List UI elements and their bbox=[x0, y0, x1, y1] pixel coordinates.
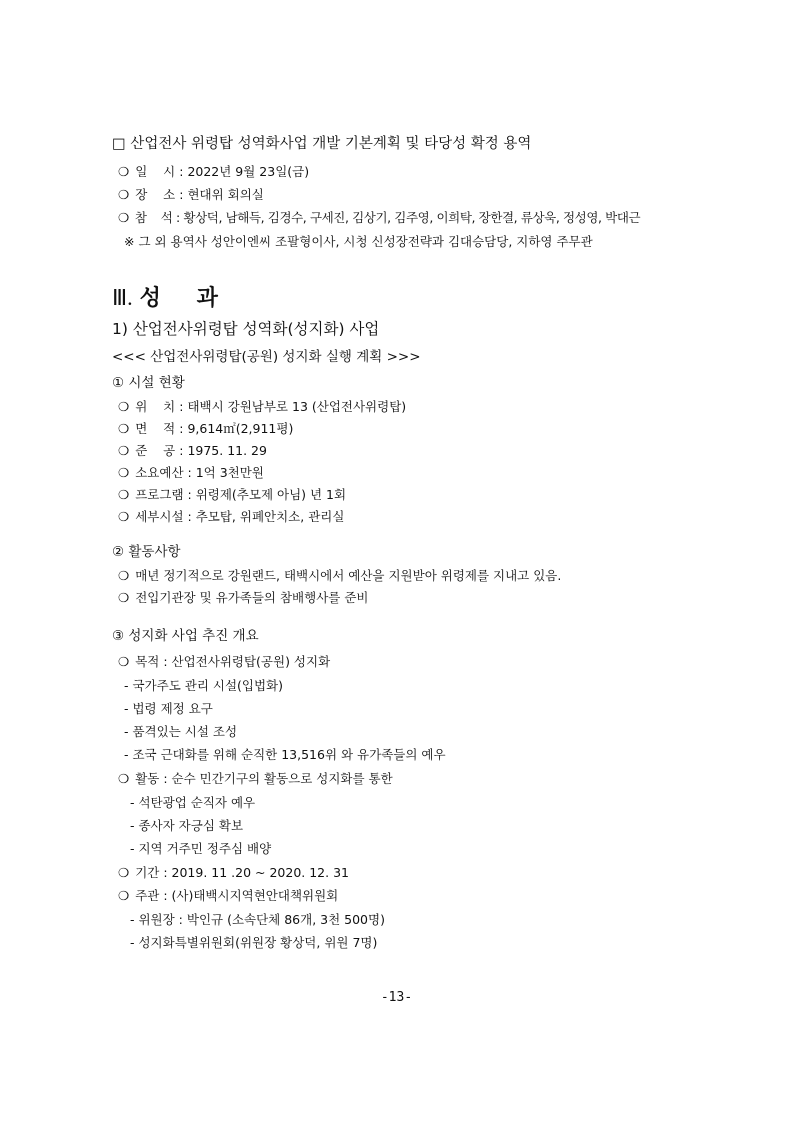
activity-item bbox=[118, 570, 561, 583]
section-title: 성 과 bbox=[139, 286, 232, 311]
item-separator: : bbox=[175, 443, 188, 458]
section-heading bbox=[112, 287, 232, 310]
meeting-title: □ 산업전사 위령탑 성역화사업 개발 기본계획 및 타당성 확정 용역 bbox=[112, 136, 532, 152]
bullet-icon: ❍ bbox=[118, 590, 130, 605]
host-subitem: - 성지화특별위원회(위원장 황상덕, 위원 7명) bbox=[130, 935, 378, 950]
bullet-icon: ❍ bbox=[118, 421, 130, 436]
facility-item bbox=[118, 401, 406, 414]
host-subitem: - 위원장 : 박인규 (소속단체 86개, 3천 500명) bbox=[130, 912, 385, 927]
bullet-icon: ❍ bbox=[118, 771, 130, 786]
activity-subitem: - 지역 거주민 정주심 배양 bbox=[130, 841, 272, 856]
bullet-icon: ❍ bbox=[118, 399, 130, 414]
item-separator: : bbox=[175, 399, 188, 414]
bullet-icon: ❍ bbox=[118, 888, 130, 903]
plan-title: <<< 산업전사위령탑(공원) 성지화 실행 계획 >>> bbox=[112, 349, 421, 365]
facility-heading: ① 시설 현황 bbox=[112, 375, 185, 391]
bullet-icon: ❍ bbox=[118, 865, 130, 880]
item-label: 참 석 bbox=[134, 210, 173, 225]
item-text: 주관 : (사)태백시지역현안대책위원회 bbox=[135, 888, 339, 903]
bullet-icon: ❍ bbox=[118, 210, 129, 225]
item-text: 목적 : 산업전사위령탑(공원) 성지화 bbox=[135, 654, 331, 669]
item-value: 9,614㎡(2,911평) bbox=[187, 421, 294, 436]
item-separator: : bbox=[175, 187, 188, 202]
overview-heading: ③ 성지화 사업 추진 개요 bbox=[112, 628, 259, 644]
activity-heading: ② 활동사항 bbox=[112, 544, 181, 560]
facility-item bbox=[118, 489, 346, 502]
item-value: 위령제(추모제 아님) 년 1회 bbox=[195, 487, 347, 502]
item-value: 태백시 강원남부로 13 (산업전사위령탑) bbox=[187, 399, 407, 414]
bullet-icon: ❍ bbox=[118, 465, 130, 480]
overview-purpose bbox=[118, 656, 330, 669]
activity-subitem: - 종사자 자긍심 확보 bbox=[130, 818, 244, 833]
purpose-subitem: - 품격있는 시설 조성 bbox=[124, 724, 238, 739]
meeting-note: ※ 그 외 용역사 성안이엔씨 조팔형이사, 시청 신성장전략과 김대승담당, 지하영 주무관 bbox=[124, 234, 593, 249]
bullet-icon: ❍ bbox=[118, 654, 130, 669]
purpose-subitem: - 법령 제정 요구 bbox=[124, 701, 213, 716]
overview-period bbox=[118, 867, 349, 880]
item-label: 준 공 bbox=[135, 443, 176, 458]
bullet-icon: ❍ bbox=[118, 443, 130, 458]
overview-host bbox=[118, 890, 338, 903]
facility-item bbox=[118, 445, 267, 458]
item-value: 황상덕, 남해득, 김경수, 구세진, 김상기, 김주영, 이희탁, 장한결, 류상욱, 정성영, 박대근 bbox=[183, 210, 641, 225]
item-separator: : bbox=[183, 465, 196, 480]
meeting-item-date bbox=[118, 166, 309, 179]
item-value: 1975. 11. 29 bbox=[187, 443, 267, 458]
item-separator: : bbox=[175, 421, 188, 436]
item-label: 세부시설 bbox=[135, 509, 184, 524]
purpose-subitem: - 국가주도 관리 시설(입법화) bbox=[124, 678, 284, 693]
item-separator: : bbox=[175, 164, 188, 179]
meeting-item-place bbox=[118, 189, 264, 202]
subsection-title: 1) 산업전사위령탑 성역화(성지화) 사업 bbox=[112, 320, 380, 338]
section-number: Ⅲ. bbox=[112, 285, 133, 310]
bullet-icon: ❍ bbox=[118, 487, 130, 502]
item-value: 2022년 9월 23일(금) bbox=[187, 164, 310, 179]
meeting-item-attendees bbox=[118, 212, 640, 225]
item-label: 프로그램 bbox=[135, 487, 184, 502]
item-separator: : bbox=[183, 487, 196, 502]
bullet-icon: ❍ bbox=[118, 164, 130, 179]
item-separator: : bbox=[183, 509, 196, 524]
activity-item bbox=[118, 592, 368, 605]
overview-activity bbox=[118, 773, 393, 786]
item-text: 매년 정기적으로 강원랜드, 태백시에서 예산을 지원받아 위령제를 지내고 있음. bbox=[135, 568, 562, 583]
item-label: 면 적 bbox=[135, 421, 176, 436]
item-separator: : bbox=[172, 210, 184, 225]
bullet-icon: ❍ bbox=[118, 187, 130, 202]
bullet-icon: ❍ bbox=[118, 568, 130, 583]
item-label: 위 치 bbox=[135, 399, 176, 414]
item-value: 현대위 회의실 bbox=[187, 187, 264, 202]
item-text: 기간 : 2019. 11 .20 ~ 2020. 12. 31 bbox=[135, 865, 349, 880]
facility-item bbox=[118, 511, 344, 524]
page-number: -13- bbox=[380, 990, 413, 1005]
activity-subitem: - 석탄광업 순직자 예우 bbox=[130, 795, 256, 810]
purpose-subitem: - 조국 근대화를 위해 순직한 13,516위 와 유가족들의 예우 bbox=[124, 747, 446, 762]
item-label: 일 시 bbox=[135, 164, 176, 179]
facility-item bbox=[118, 467, 264, 480]
item-text: 전입기관장 및 유가족들의 참배행사를 준비 bbox=[135, 590, 369, 605]
item-value: 1억 3천만원 bbox=[195, 465, 264, 480]
item-label: 장 소 bbox=[135, 187, 176, 202]
item-text: 활동 : 순수 민간기구의 활동으로 성지화를 통한 bbox=[135, 771, 393, 786]
item-label: 소요예산 bbox=[135, 465, 184, 480]
bullet-icon: ❍ bbox=[118, 509, 130, 524]
item-value: 추모탑, 위폐안치소, 관리실 bbox=[195, 509, 345, 524]
facility-item bbox=[118, 423, 293, 436]
